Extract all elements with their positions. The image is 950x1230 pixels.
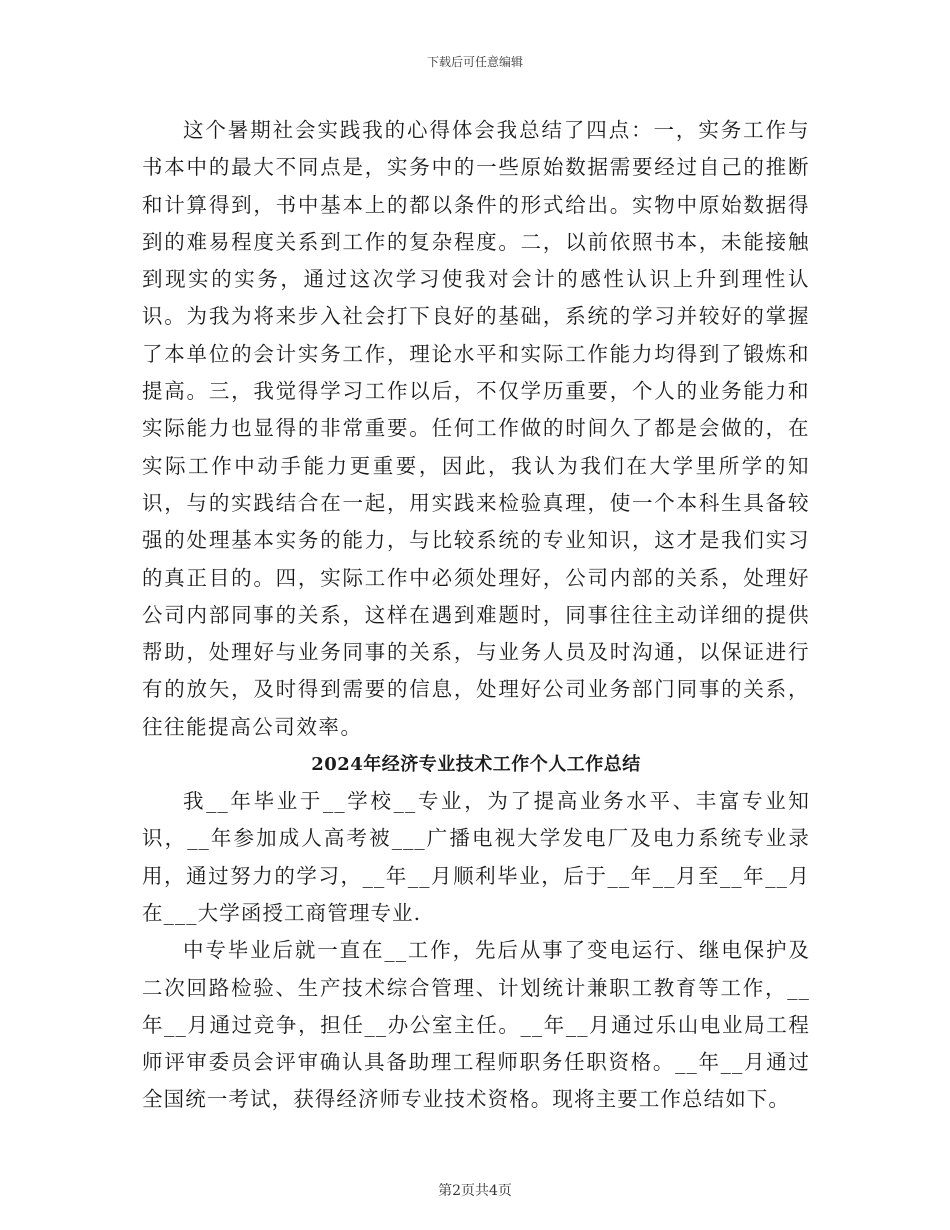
document-body — [142, 112, 810, 1119]
section-title: 2024年经济专业技术工作个人工作总结 — [311, 754, 641, 776]
paragraph-education: 我__年毕业于__学校__专业，为了提高业务水平、丰富专业知识，__年参加成人高考被___广播电视大学发电厂及电力系统专业录用，通过努力的学习，__年__月顺利毕业，后于__年__月至__年__月在___大学函授工商管理专业. — [142, 789, 810, 925]
page-number-footer: 第2页共4页 — [438, 1183, 512, 1199]
paragraph-work-history: 中专毕业后就一直在__工作，先后从事了变电运行、继电保护及二次回路检验、生产技术综合管理、计划统计兼职工教育等工作，__年__月通过竞争，担任__办公室主任。__年__月通过乐山电业局工程师评审委员会评审确认具备助理工程师职务任职资格。__年__月通过全国统一考试，获得经济师专业技术资格。现将主要工作总结如下。 — [142, 938, 810, 1112]
paragraph-practice-summary: 这个暑期社会实践我的心得体会我总结了四点：一，实务工作与书本中的最大不同点是，实务中的一些原始数据需要经过自己的推断和计算得到，书中基本上的都以条件的形式给出。实物中原始数据得到的难易程度关系到工作的复杂程度。二，以前依照书本，未能接触到现实的实务，通过这次学习使我对会计的感性认识上升到理性认识。为我为将来步入社会打下良好的基础，系统的学习并较好的掌握了本单位的会计实务工作，理论水平和实际工作能力均得到了锻炼和提高。三，我觉得学习工作以后，不仅学历重要，个人的业务能力和实际能力也显得的非常重要。任何工作做的时间久了都是会做的，在实际工作中动手能力更重要，因此，我认为我们在大学里所学的知识，与的实践结合在一起，用实践来检验真理，使一个本科生具备较强的处理基本实务的能力，与比较系统的专业知识，这才是我们实习的真正目的。四，实际工作中必须处理好，公司内部的关系，处理好公司内部同事的关系，这样在遇到难题时，同事往往主动详细的提供帮助，处理好与业务同事的关系，与业务人员及时沟通，以保证进行有的放矢，及时得到需要的信息，处理好公司业务部门同事的关系，往往能提高公司效率。 — [142, 118, 810, 739]
page-header-note: 下载后可任意编辑 — [426, 55, 523, 69]
